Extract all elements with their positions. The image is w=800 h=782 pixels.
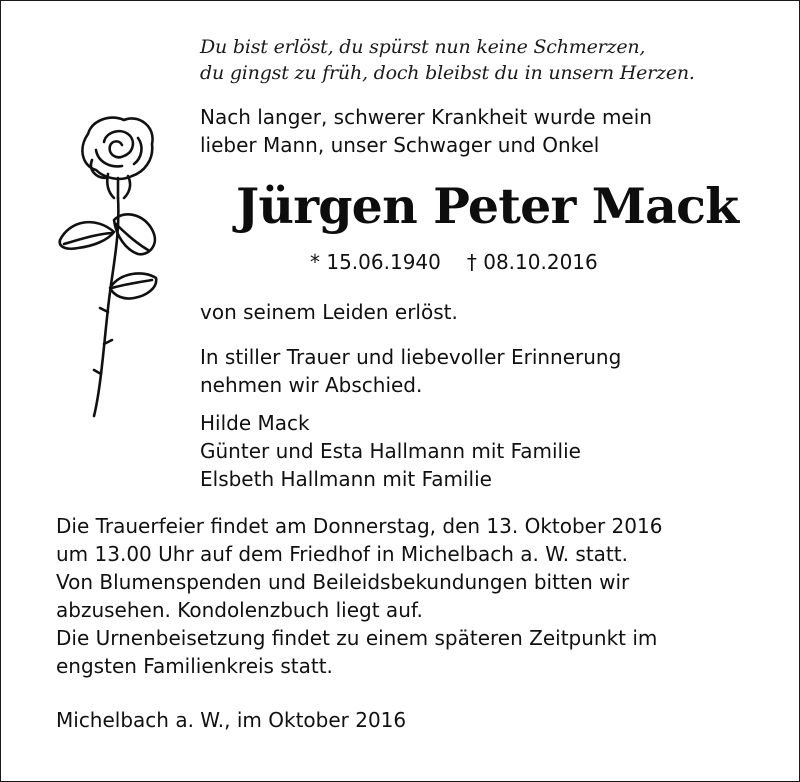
signer: Elsbeth Hallmann mit Familie (200, 467, 492, 491)
verse-line: Du bist erlöst, du spürst nun keine Schmerzen, (200, 36, 646, 58)
funeral-details (56, 512, 662, 680)
intro-line: lieber Mann, unser Schwager und Onkel (200, 133, 600, 157)
life-dates (310, 248, 598, 276)
signer: Hilde Mack (200, 411, 310, 435)
intro-text (200, 103, 652, 159)
place-and-date: Michelbach a. W., im Oktober 2016 (56, 708, 407, 732)
relief-line: von seinem Leiden erlöst. (200, 300, 458, 324)
birth-date: * 15.06.1940 (310, 250, 441, 274)
details-line: Von Blumenspenden und Beileidsbekundungen bitten wir (56, 570, 630, 594)
signers-list (200, 409, 581, 493)
details-line: um 13.00 Uhr auf dem Friedhof in Michelbach a. W. statt. (56, 542, 628, 566)
details-line: engsten Familienkreis statt. (56, 654, 333, 678)
rose-icon (48, 112, 176, 420)
deceased-name: Jürgen Peter Mack (236, 177, 739, 235)
intro-line: Nach langer, schwerer Krankheit wurde mein (200, 105, 652, 129)
memorial-verse (200, 34, 695, 86)
death-date: † 08.10.2016 (466, 250, 598, 274)
mourning-line: In stiller Trauer und liebevoller Erinnerung (200, 345, 622, 369)
details-line: abzusehen. Kondolenzbuch liegt auf. (56, 598, 423, 622)
mourning-text (200, 343, 621, 399)
signer: Günter und Esta Hallmann mit Familie (200, 439, 581, 463)
relief-text (200, 298, 458, 326)
details-line: Die Trauerfeier findet am Donnerstag, den 13. Oktober 2016 (56, 514, 663, 538)
verse-line: du gingst zu früh, doch bleibst du in unsern Herzen. (200, 62, 695, 84)
details-line: Die Urnenbeisetzung findet zu einem späteren Zeitpunkt im (56, 626, 658, 650)
mourning-line: nehmen wir Abschied. (200, 373, 423, 397)
